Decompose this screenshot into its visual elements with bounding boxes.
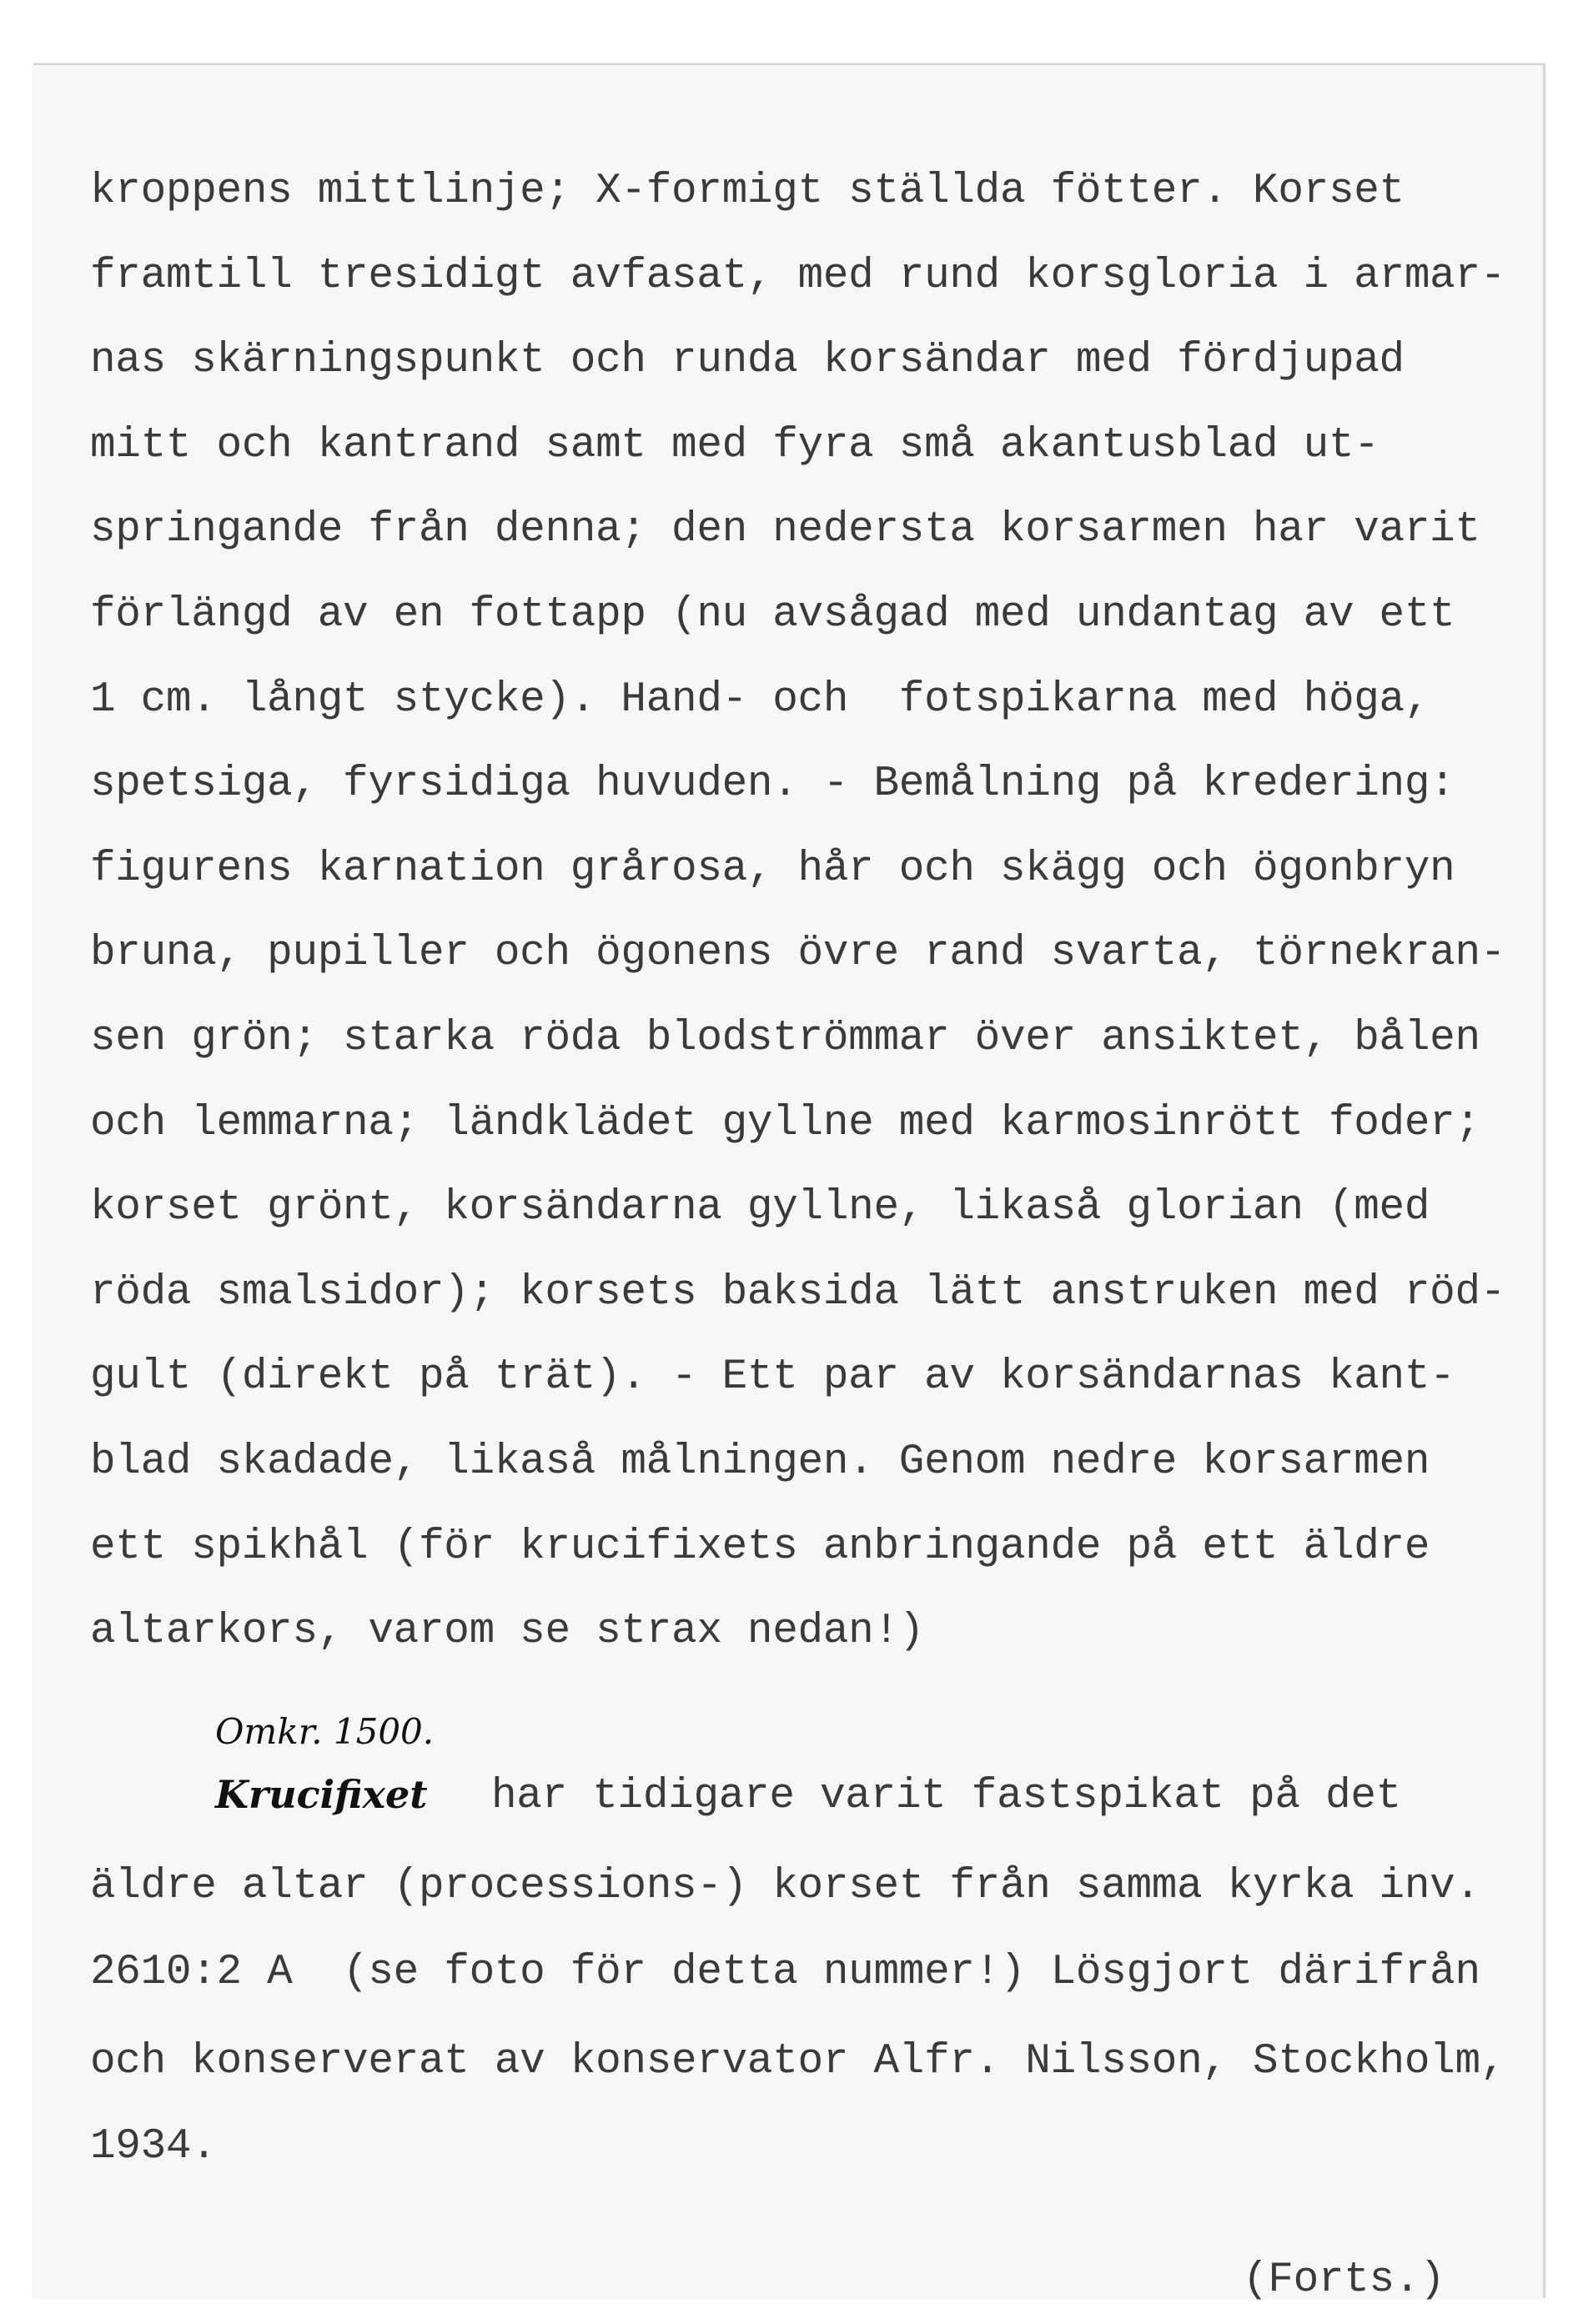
text-line: äldre altar (processions-) korset från samma kyrka inv. (90, 1863, 1480, 1910)
handwritten-word-krucifixet: Krucifixet (215, 1772, 428, 1817)
text-line: altarkors, varom se strax nedan!) (90, 1608, 925, 1656)
text-line: sen grön; starka röda blodströmmar över ansiktet, bålen (90, 1015, 1480, 1062)
text-line: springande från denna; den nedersta korsarmen har varit (90, 506, 1480, 555)
text-line: och konserverat av konservator Alfr. Nilsson, Stockholm, (90, 2038, 1506, 2086)
text-line: nas skärningspunkt och runda korsändar med fördjupad (90, 337, 1405, 385)
continued-note: (Forts.) (1243, 2256, 1445, 2304)
text-line: och lemmarna; ländklädet gyllne med karmosinrött foder; (90, 1099, 1480, 1147)
text-line: bruna, pupiller och ögonens övre rand svarta, törnekran- (90, 930, 1506, 978)
text-line: kroppens mittlinje; X-formigt ställda fötter. Korset (90, 168, 1405, 215)
text-line: 2610:2 A (se foto för detta nummer!) Lösgjort därifrån (90, 1949, 1480, 1996)
text-line: röda smalsidor); korsets baksida lätt anstruken med röd- (90, 1268, 1506, 1317)
text-line: figurens karnation gråros​a, hår och skägg och ögonbryn (90, 845, 1455, 893)
text-line: mitt och kantrand samt med fyra små akantusblad ut- (90, 421, 1380, 469)
text-line: förlängd av en fottapp (nu avsågad med undantag av ett (90, 591, 1455, 639)
text-line: har tidigare varit fastspikat på det (491, 1773, 1401, 1820)
handwritten-date-note: Omkr. 1500. (215, 1711, 435, 1752)
text-line: spetsiga, fyrsidiga huvuden. - Bemålning på kredering: (90, 760, 1455, 809)
text-line: korset grönt, korsändarna gyllne, likaså glorian (med (90, 1184, 1430, 1232)
text-line: ett spikhål (för krucifixets anbringande på ett äldre (90, 1523, 1430, 1571)
text-line: 1934. (90, 2123, 217, 2171)
text-line: 1 cm. långt stycke). Hand- och fotspikarna med höga, (90, 675, 1430, 724)
text-line: blad skadade, likaså målningen. Genom nedre korsarmen (90, 1438, 1430, 1486)
text-line: gult (direkt på trät). - Ett par av korsändarnas kant- (90, 1353, 1455, 1402)
text-line: framtill tresidigt avfasat, med rund korsgloria i armar- (90, 252, 1506, 300)
